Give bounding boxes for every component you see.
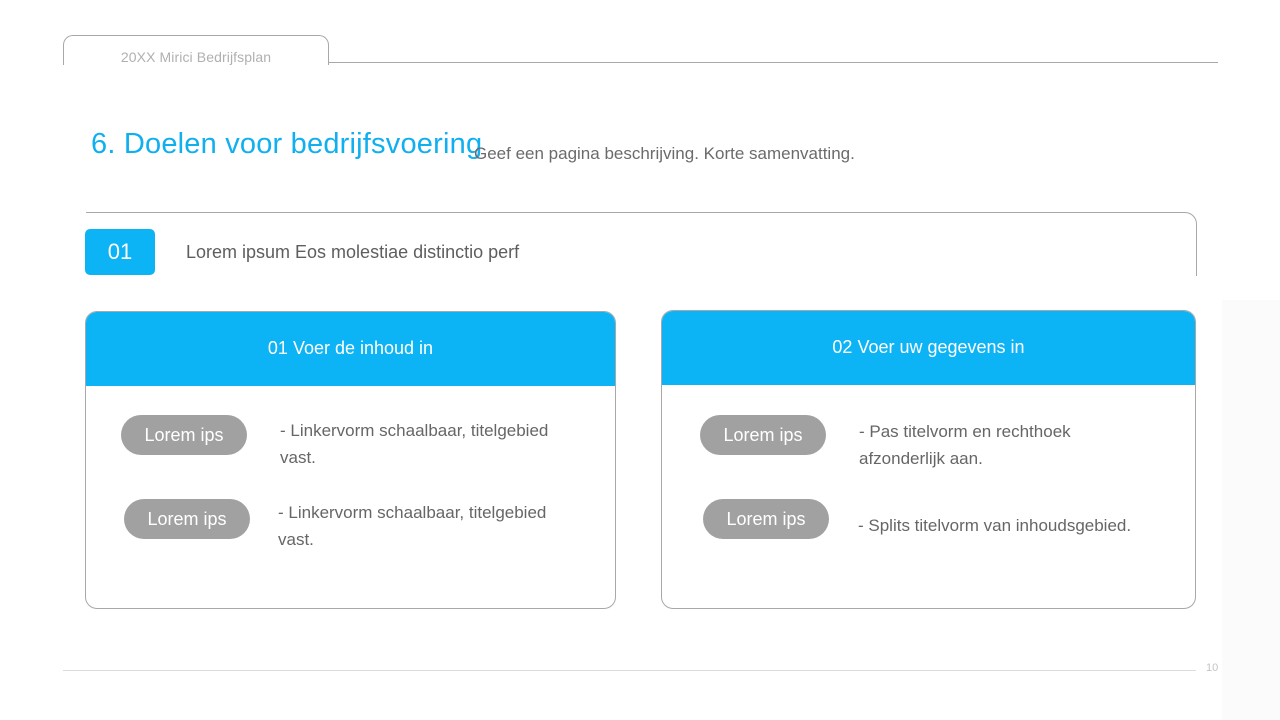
item-text: - Pas titelvorm en rechthoek afzonderlijk aan. bbox=[859, 422, 1071, 468]
page-description: Geef een pagina beschrijving. Korte samenvatting. bbox=[474, 144, 855, 163]
header-tab bbox=[63, 35, 329, 65]
card-header: 01 Voer de inhoud in bbox=[85, 311, 616, 386]
background-shade bbox=[1222, 300, 1280, 720]
tag-pill: Lorem ips bbox=[124, 499, 250, 539]
page-number: 10 bbox=[1206, 662, 1219, 674]
tag-pill: Lorem ips bbox=[703, 499, 829, 539]
item-text: - Linkervorm schaalbaar, titelgebied vast. bbox=[280, 421, 549, 467]
item-text: - Splits titelvorm van inhoudsgebied. bbox=[858, 516, 1132, 535]
intro-text: Lorem ipsum Eos molestiae distinctio perf bbox=[186, 242, 520, 262]
document-title: 20XX Mirici Bedrijfsplan bbox=[120, 49, 272, 65]
card-header: 02 Voer uw gegevens in bbox=[661, 310, 1196, 385]
page-title: 6. Doelen voor bedrijfsvoering bbox=[91, 128, 483, 160]
item-text: - Linkervorm schaalbaar, titelgebied vast. bbox=[278, 503, 547, 549]
footer-divider bbox=[63, 670, 1196, 671]
number-badge: 01 bbox=[85, 229, 155, 275]
tag-pill: Lorem ips bbox=[121, 415, 247, 455]
tag-pill: Lorem ips bbox=[700, 415, 826, 455]
header-divider bbox=[329, 62, 1218, 63]
